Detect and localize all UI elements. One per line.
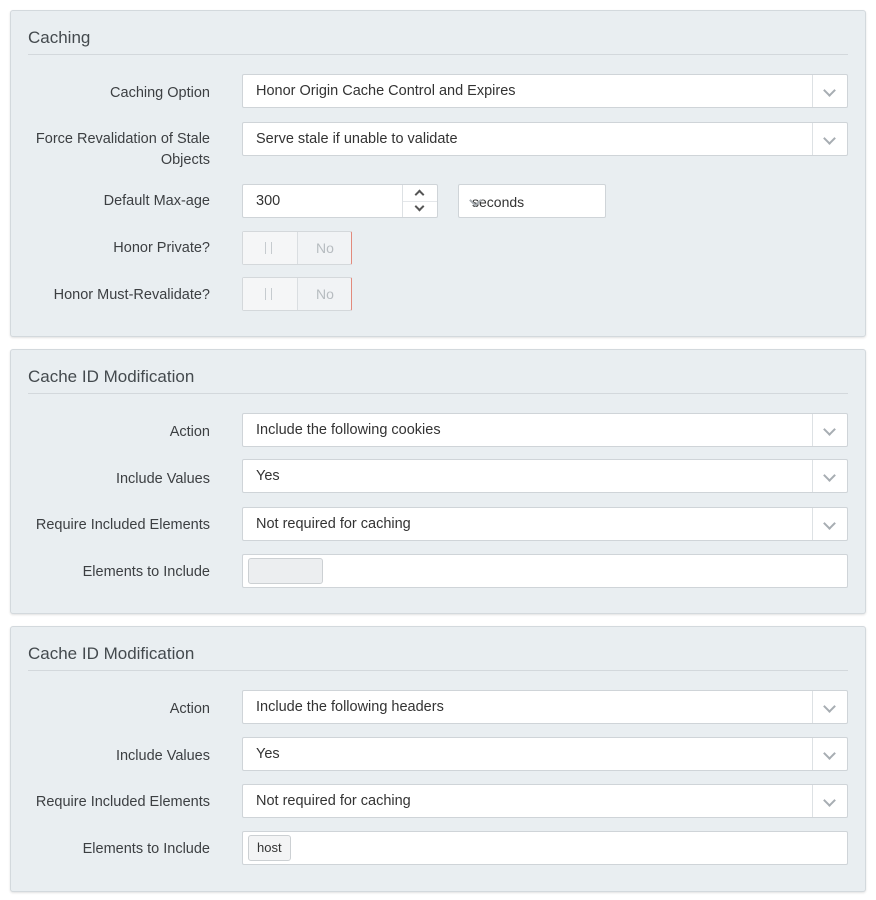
- stepper-up-button[interactable]: [403, 185, 437, 202]
- require-included-dropdown-toggle[interactable]: [812, 508, 847, 540]
- honor-must-revalidate-label: Honor Must-Revalidate?: [53, 287, 210, 303]
- force-revalidation-dropdown-toggle[interactable]: [812, 123, 847, 155]
- caching-option-value: Honor Origin Cache Control and Expires: [256, 83, 516, 99]
- max-age-stepper: [402, 185, 437, 217]
- include-values-value: Yes: [256, 746, 280, 762]
- include-values-select[interactable]: [242, 459, 848, 493]
- force-revalidation-label: Force Revalidation of Stale Objects: [35, 131, 210, 168]
- chevron-down-icon: [823, 469, 836, 482]
- caching-panel: [10, 10, 866, 337]
- caching-option-dropdown-toggle[interactable]: [812, 75, 847, 107]
- action-value: Include the following cookies: [256, 422, 441, 438]
- action-value: Include the following headers: [256, 699, 444, 715]
- action-dropdown-toggle[interactable]: [812, 691, 847, 723]
- force-revalidation-value: Serve stale if unable to validate: [256, 131, 458, 147]
- chevron-down-icon: [823, 423, 836, 436]
- panel-divider: [28, 54, 848, 55]
- cache-id-panel-title: Cache ID Modification: [28, 367, 195, 386]
- include-values-dropdown-toggle[interactable]: [812, 460, 847, 492]
- require-included-value: Not required for caching: [256, 516, 411, 532]
- chevron-down-icon: [823, 794, 836, 807]
- require-included-select[interactable]: [242, 784, 848, 818]
- caching-option-label: Caching Option: [110, 85, 210, 101]
- caching-option-select[interactable]: [242, 74, 848, 108]
- honor-private-toggle[interactable]: [242, 231, 352, 265]
- element-tag[interactable]: host: [248, 835, 291, 861]
- element-tag[interactable]: [248, 558, 323, 584]
- require-included-dropdown-toggle[interactable]: [812, 785, 847, 817]
- include-values-dropdown-toggle[interactable]: [812, 738, 847, 770]
- chevron-down-icon: [823, 747, 836, 760]
- chevron-down-icon: [823, 517, 836, 530]
- include-values-value: Yes: [256, 468, 280, 484]
- include-values-label: Include Values: [115, 748, 210, 764]
- require-included-label: Require Included Elements: [35, 517, 210, 533]
- toggle-state-text: No: [316, 286, 334, 302]
- include-values-label: Include Values: [115, 471, 210, 487]
- chevron-up-icon: [415, 190, 425, 200]
- default-max-age-label: Default Max-age: [103, 193, 210, 209]
- elements-to-include-label: Elements to Include: [82, 841, 210, 857]
- toggle-handle[interactable]: [243, 232, 298, 264]
- panel-divider: [28, 670, 848, 671]
- max-age-unit-select[interactable]: [458, 184, 606, 218]
- require-included-select[interactable]: [242, 507, 848, 541]
- honor-private-label: Honor Private?: [113, 240, 210, 256]
- action-select[interactable]: [242, 690, 848, 724]
- cache-id-modification-panel-cookies: [10, 349, 866, 614]
- action-dropdown-toggle[interactable]: [812, 414, 847, 446]
- cache-id-modification-panel-headers: [10, 626, 866, 892]
- action-label: Action: [169, 701, 210, 717]
- elements-to-include-input[interactable]: [242, 831, 848, 865]
- chevron-down-icon: [823, 132, 836, 145]
- honor-must-revalidate-toggle[interactable]: [242, 277, 352, 311]
- action-select[interactable]: [242, 413, 848, 447]
- require-included-value: Not required for caching: [256, 793, 411, 809]
- action-label: Action: [169, 424, 210, 440]
- chevron-down-icon: [823, 84, 836, 97]
- chevron-down-icon: [415, 202, 425, 212]
- default-max-age-input[interactable]: [242, 184, 438, 218]
- toggle-state-text: No: [316, 240, 334, 256]
- elements-to-include-label: Elements to Include: [82, 564, 210, 580]
- max-age-unit-value: seconds: [472, 194, 525, 210]
- chevron-down-icon: [823, 700, 836, 713]
- stepper-down-button[interactable]: [403, 201, 437, 217]
- require-included-label: Require Included Elements: [35, 794, 210, 810]
- elements-to-include-input[interactable]: [242, 554, 848, 588]
- include-values-select[interactable]: [242, 737, 848, 771]
- toggle-handle[interactable]: [243, 278, 298, 310]
- force-revalidation-select[interactable]: [242, 122, 848, 156]
- panel-divider: [28, 393, 848, 394]
- default-max-age-value: 300: [256, 193, 281, 209]
- caching-panel-title: Caching: [28, 28, 91, 47]
- cache-id-panel-title: Cache ID Modification: [28, 644, 195, 663]
